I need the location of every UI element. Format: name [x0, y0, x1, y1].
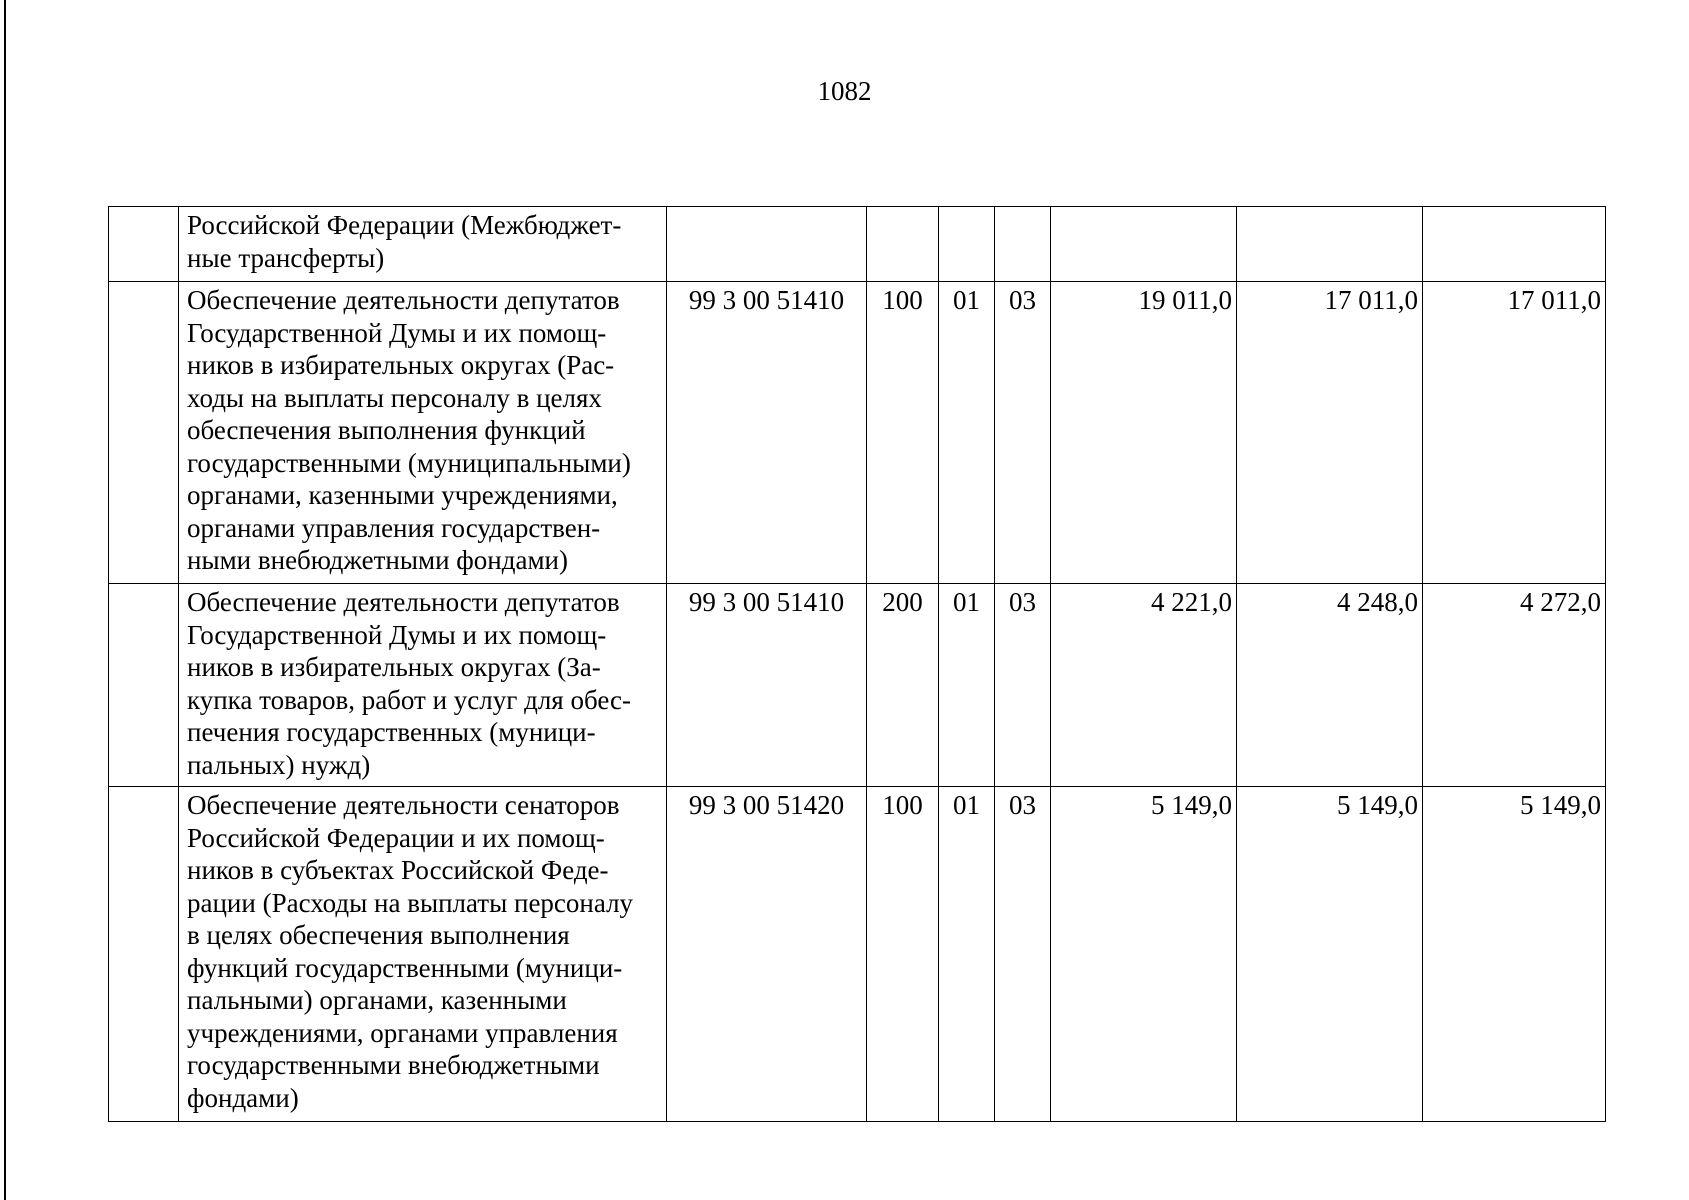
section-cell [939, 207, 995, 282]
amount-3-cell: 4 272,0 [1423, 584, 1606, 787]
amount-3-cell: 17 011,0 [1423, 282, 1606, 584]
row-index-cell [109, 584, 179, 787]
subsection-cell: 03 [995, 282, 1051, 584]
target-article-cell: 99 3 00 51410 [667, 584, 867, 787]
row-index-cell [109, 282, 179, 584]
target-article-cell [667, 207, 867, 282]
row-index-cell [109, 207, 179, 282]
amount-3-cell [1423, 207, 1606, 282]
section-cell: 01 [939, 787, 995, 1122]
amount-3-cell: 5 149,0 [1423, 787, 1606, 1122]
description-cell: Обеспечение деятельности депутатов Государственной Думы и их помощ- ников в избирательных округах (За- купка товаров, работ и услуг для обес- печения государственных (муници- пальных) нужд) [179, 584, 667, 787]
amount-1-cell: 5 149,0 [1051, 787, 1237, 1122]
budget-table [108, 206, 1606, 1122]
row-index-cell [109, 787, 179, 1122]
description-cell: Обеспечение деятельности депутатов Государственной Думы и их помощ- ников в избирательных округах (Рас- ходы на выплаты персоналу в целях обеспечения выполнения функций государственными (муниципальными) органами, казенными учреждениями, органами управления государствен- ными внебюджетными фондами) [179, 282, 667, 584]
amount-1-cell [1051, 207, 1237, 282]
table-row [109, 584, 1606, 787]
target-article-cell: 99 3 00 51420 [667, 787, 867, 1122]
table-row [109, 282, 1606, 584]
amount-1-cell: 4 221,0 [1051, 584, 1237, 787]
target-article-cell: 99 3 00 51410 [667, 282, 867, 584]
page-number: 1082 [817, 76, 872, 106]
table-row [109, 207, 1606, 282]
amount-2-cell: 4 248,0 [1237, 584, 1423, 787]
subsection-cell [995, 207, 1051, 282]
expense-type-cell: 100 [867, 787, 939, 1122]
subsection-cell: 03 [995, 584, 1051, 787]
expense-type-cell: 200 [867, 584, 939, 787]
amount-2-cell: 17 011,0 [1237, 282, 1423, 584]
section-cell: 01 [939, 282, 995, 584]
amount-2-cell: 5 149,0 [1237, 787, 1423, 1122]
expense-type-cell: 100 [867, 282, 939, 584]
amount-2-cell [1237, 207, 1423, 282]
section-cell: 01 [939, 584, 995, 787]
table-row [109, 787, 1606, 1122]
description-cell: Российской Федерации (Межбюджет- ные трансферты) [179, 207, 667, 282]
amount-1-cell: 19 011,0 [1051, 282, 1237, 584]
subsection-cell: 03 [995, 787, 1051, 1122]
page-edge-line [4, 0, 6, 1200]
description-cell: Обеспечение деятельности сенаторов Российской Федерации и их помощ- ников в субъектах Российской Феде- рации (Расходы на выплаты персоналу в целях обеспечения выполнения функций государственными (муници- пальными) органами, казенными учреждениями, органами управления государственными внебюджетными фондами) [179, 787, 667, 1122]
expense-type-cell [867, 207, 939, 282]
